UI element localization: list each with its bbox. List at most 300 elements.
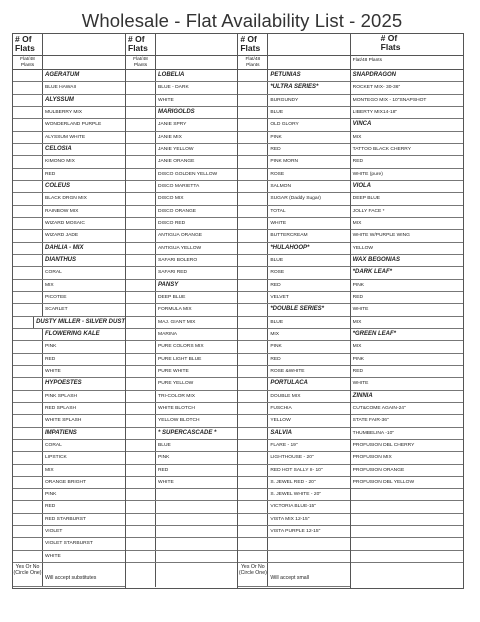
table-row bbox=[238, 403, 349, 415]
table-row bbox=[126, 267, 237, 279]
footer-row bbox=[351, 563, 463, 587]
column-header bbox=[126, 34, 237, 56]
flats-quantity-cell[interactable] bbox=[13, 144, 43, 155]
product-variety: JANIE YELLOW bbox=[158, 146, 194, 152]
flats-quantity-cell[interactable] bbox=[13, 230, 43, 241]
flats-quantity-cell[interactable] bbox=[13, 169, 43, 180]
product-variety: DISCO MIX bbox=[158, 196, 184, 202]
product-variety: PINK bbox=[270, 134, 282, 140]
flats-quantity-cell[interactable] bbox=[13, 82, 43, 93]
table-row bbox=[238, 132, 349, 144]
flats-quantity-cell[interactable] bbox=[126, 465, 156, 476]
table-row bbox=[126, 169, 237, 181]
flats-quantity-cell[interactable] bbox=[126, 280, 156, 291]
flats-quantity-cell[interactable] bbox=[238, 206, 268, 217]
product-category: *ULTRA SERIES* bbox=[270, 84, 319, 91]
flats-quantity-cell[interactable] bbox=[126, 255, 156, 266]
table-row bbox=[13, 514, 125, 526]
table-row bbox=[238, 193, 349, 205]
table-row bbox=[238, 391, 349, 403]
table-row bbox=[238, 526, 349, 538]
flats-quantity-cell[interactable] bbox=[238, 230, 268, 241]
num-flats-label: # Of bbox=[240, 34, 257, 44]
table-row bbox=[126, 70, 237, 82]
product-variety: RED bbox=[45, 171, 56, 177]
product-variety: MONTEGO MIX - 10"SNAPSHOT bbox=[352, 97, 427, 103]
product-variety: PINK bbox=[352, 282, 365, 288]
product-variety: VIOLET bbox=[45, 529, 63, 535]
table-row bbox=[126, 329, 237, 341]
flats-quantity-cell[interactable] bbox=[126, 181, 156, 192]
flats-quantity-cell[interactable] bbox=[13, 538, 43, 549]
table-row bbox=[13, 218, 125, 230]
product-variety bbox=[156, 538, 237, 549]
product-variety: DISCO ORANGE bbox=[158, 208, 197, 214]
product-variety: RED bbox=[45, 356, 56, 362]
footer-note: Will accept small bbox=[270, 575, 309, 582]
flats-quantity-cell[interactable] bbox=[238, 526, 268, 537]
table-row bbox=[13, 193, 125, 205]
product-category: AGERATUM bbox=[45, 72, 80, 78]
flats-quantity-cell[interactable] bbox=[238, 218, 268, 229]
product-category: HYPOESTES bbox=[45, 380, 82, 387]
table-row bbox=[13, 181, 125, 193]
product-variety: PINK bbox=[270, 344, 282, 350]
product-variety: BLACK DRGN MIX bbox=[45, 196, 87, 202]
flats-quantity-cell[interactable] bbox=[238, 193, 268, 204]
product-variety bbox=[351, 514, 463, 525]
table-row bbox=[126, 391, 237, 403]
flats-quantity-cell[interactable] bbox=[238, 267, 268, 278]
product-category: COLEUS bbox=[45, 182, 71, 189]
num-flats-label: # Of bbox=[128, 34, 145, 44]
flats-quantity-cell[interactable] bbox=[238, 107, 268, 118]
table-row bbox=[238, 292, 349, 304]
flats-quantity-cell[interactable] bbox=[126, 218, 156, 229]
flats-quantity-cell[interactable] bbox=[238, 354, 268, 365]
product-variety: PROFUSION MIX bbox=[352, 455, 392, 461]
flats-quantity-cell[interactable] bbox=[126, 95, 156, 106]
yes-or-no-circle[interactable]: Yes Or No (Circle One) bbox=[238, 563, 268, 586]
flats-quantity-cell[interactable] bbox=[13, 403, 43, 414]
table-row bbox=[238, 354, 349, 366]
flats-quantity-cell[interactable] bbox=[238, 501, 268, 512]
flats-quantity-cell[interactable] bbox=[126, 193, 156, 204]
table-row bbox=[13, 243, 125, 255]
product-category: * SUPERCASCADE * bbox=[158, 429, 217, 436]
flats-quantity-cell[interactable] bbox=[13, 415, 43, 426]
flats-quantity-cell[interactable] bbox=[13, 378, 43, 389]
product-variety: DISCO RED bbox=[158, 220, 186, 226]
flats-quantity-cell[interactable] bbox=[13, 95, 43, 106]
footer-row bbox=[238, 563, 349, 587]
flats-quantity-cell[interactable] bbox=[13, 243, 43, 254]
product-variety bbox=[156, 514, 237, 525]
flats-quantity-cell[interactable] bbox=[238, 440, 268, 451]
product-variety bbox=[268, 538, 349, 549]
flats-quantity-cell[interactable] bbox=[238, 465, 268, 476]
table-row bbox=[13, 526, 125, 538]
flats-quantity-cell[interactable] bbox=[126, 415, 156, 426]
product-category: IMPATIENS bbox=[45, 429, 77, 436]
table-row bbox=[13, 255, 125, 267]
flats-quantity-cell[interactable] bbox=[126, 514, 156, 525]
flats-quantity-cell[interactable] bbox=[238, 280, 268, 291]
flats-quantity-cell[interactable] bbox=[13, 366, 43, 377]
table-row bbox=[238, 95, 349, 107]
product-variety: BLUE HAWAII bbox=[45, 85, 77, 91]
flats-quantity-cell[interactable] bbox=[13, 354, 43, 365]
flats-quantity-cell[interactable] bbox=[126, 341, 156, 352]
flats-quantity-cell[interactable] bbox=[126, 230, 156, 241]
flats-quantity-cell[interactable] bbox=[13, 428, 43, 439]
table-row bbox=[126, 156, 237, 168]
product-variety: DISCO GOLDEN YELLOW bbox=[158, 171, 218, 177]
product-variety: BLUE bbox=[270, 109, 284, 115]
table-row bbox=[126, 440, 237, 452]
product-variety: BLUE - DARK bbox=[158, 85, 189, 91]
flats-quantity-cell[interactable] bbox=[126, 304, 156, 315]
table-row bbox=[351, 304, 463, 316]
flats-quantity-cell[interactable] bbox=[13, 501, 43, 512]
table-row bbox=[238, 551, 349, 563]
flats-quantity-cell[interactable] bbox=[126, 551, 156, 562]
table-row bbox=[13, 267, 125, 279]
table-row bbox=[13, 428, 125, 440]
product-variety bbox=[156, 551, 237, 562]
flats-quantity-cell[interactable] bbox=[13, 477, 43, 488]
product-variety: YELLOW bbox=[352, 245, 374, 251]
flats-quantity-cell[interactable] bbox=[238, 403, 268, 414]
table-row bbox=[126, 144, 237, 156]
table-row bbox=[13, 156, 125, 168]
product-category: VIOLA bbox=[352, 182, 371, 189]
flats-quantity-cell[interactable] bbox=[13, 156, 43, 167]
table-row bbox=[238, 144, 349, 156]
flats-quantity-cell[interactable] bbox=[238, 551, 268, 562]
flats-quantity-cell[interactable] bbox=[238, 119, 268, 130]
table-row bbox=[351, 280, 463, 292]
table-row bbox=[126, 280, 237, 292]
product-variety bbox=[351, 551, 463, 562]
flats-quantity-cell[interactable] bbox=[13, 255, 43, 266]
product-variety: MULBERRY MIX bbox=[45, 109, 83, 115]
footer-note: Will accept substitutes bbox=[45, 575, 97, 582]
flats-quantity-cell[interactable] bbox=[126, 206, 156, 217]
product-subheader bbox=[268, 56, 349, 69]
table-row bbox=[351, 551, 463, 563]
flats-quantity-cell[interactable] bbox=[126, 391, 156, 402]
product-variety: FORMULA MIX bbox=[158, 307, 192, 313]
product-variety: RED bbox=[352, 159, 363, 165]
table-row bbox=[13, 317, 125, 329]
table-row bbox=[351, 329, 463, 341]
product-variety: PINK MORN bbox=[270, 159, 299, 165]
flats-quantity-cell[interactable] bbox=[126, 440, 156, 451]
table-row bbox=[238, 317, 349, 329]
flats-quantity-cell[interactable] bbox=[126, 354, 156, 365]
product-variety: WHITE (pure) bbox=[352, 171, 383, 177]
table-row bbox=[13, 551, 125, 563]
product-variety: PINK bbox=[45, 492, 57, 498]
flats-quantity-cell[interactable] bbox=[13, 551, 43, 562]
table-row bbox=[126, 82, 237, 94]
flats-quantity-cell[interactable] bbox=[13, 181, 43, 192]
table-row bbox=[126, 366, 237, 378]
table-row bbox=[351, 230, 463, 242]
product-variety: FUSCHIA bbox=[270, 405, 292, 411]
flats-quantity-cell[interactable] bbox=[238, 538, 268, 549]
table-row bbox=[13, 440, 125, 452]
flats-quantity-cell[interactable] bbox=[238, 144, 268, 155]
flats-quantity-cell[interactable] bbox=[238, 317, 268, 328]
table-row bbox=[126, 292, 237, 304]
table-row bbox=[13, 82, 125, 94]
flats-quantity-cell[interactable] bbox=[126, 452, 156, 463]
table-row bbox=[126, 415, 237, 427]
table-row bbox=[126, 95, 237, 107]
table-row bbox=[351, 107, 463, 119]
flats-quantity-cell[interactable] bbox=[126, 329, 156, 340]
product-variety: LIBERTY MIX14-18" bbox=[352, 109, 398, 115]
product-variety: PINK SPLASH bbox=[45, 393, 78, 399]
flat48-label: Flat/48 Plants bbox=[238, 56, 268, 69]
product-variety: DEEP BLUE bbox=[158, 294, 186, 300]
table-row bbox=[238, 538, 349, 550]
product-variety: DOUBLE MIX bbox=[270, 393, 301, 399]
product-category: *DOUBLE SERIES* bbox=[270, 306, 325, 313]
flats-quantity-cell[interactable] bbox=[126, 501, 156, 512]
flats-quantity-cell[interactable] bbox=[126, 82, 156, 93]
product-variety: VISTA PURPLE 12-15" bbox=[270, 529, 321, 535]
table-row bbox=[126, 218, 237, 230]
flats-quantity-cell[interactable] bbox=[238, 329, 268, 340]
flats-quantity-cell[interactable] bbox=[13, 193, 43, 204]
product-variety: RAINBOW MIX bbox=[45, 208, 79, 214]
flats-quantity-cell[interactable] bbox=[238, 415, 268, 426]
product-category: ALYSSUM bbox=[45, 96, 74, 103]
column-header bbox=[13, 34, 125, 56]
table-row bbox=[126, 119, 237, 131]
product-category: SNAPDRAGON bbox=[352, 72, 396, 78]
table-row bbox=[351, 82, 463, 94]
product-variety: MIX bbox=[352, 344, 362, 350]
product-variety bbox=[351, 526, 463, 537]
flats-quantity-cell[interactable] bbox=[238, 341, 268, 352]
flats-quantity-cell[interactable] bbox=[126, 317, 156, 328]
table-row bbox=[13, 292, 125, 304]
table-row bbox=[238, 119, 349, 131]
table-row bbox=[126, 551, 237, 563]
flats-quantity-cell[interactable] bbox=[238, 489, 268, 500]
flats-quantity-cell[interactable] bbox=[238, 255, 268, 266]
flats-quantity-cell[interactable] bbox=[13, 465, 43, 476]
product-category: WAX BEGONIAS bbox=[352, 256, 400, 263]
product-variety: TATTOO BLACK CHERRY bbox=[352, 146, 411, 152]
table-row bbox=[238, 181, 349, 193]
flats-quantity-cell[interactable] bbox=[13, 70, 43, 81]
flats-quantity-cell[interactable] bbox=[126, 243, 156, 254]
flats-quantity-cell[interactable] bbox=[13, 119, 43, 130]
product-variety: STATE FAIR-36" bbox=[352, 418, 389, 424]
flats-quantity-cell[interactable] bbox=[238, 304, 268, 315]
product-variety: RED SPLASH bbox=[45, 405, 76, 411]
table-row bbox=[13, 501, 125, 513]
flats-quantity-cell[interactable] bbox=[13, 440, 43, 451]
product-variety: PICOTEE bbox=[45, 294, 67, 300]
flats-quantity-cell[interactable] bbox=[238, 95, 268, 106]
num-flats-label: # Of bbox=[15, 34, 32, 44]
flats-quantity-cell[interactable] bbox=[238, 452, 268, 463]
flats-quantity-cell[interactable] bbox=[13, 341, 43, 352]
table-row bbox=[238, 230, 349, 242]
flats-quantity-cell[interactable] bbox=[13, 489, 43, 500]
flats-quantity-cell[interactable] bbox=[126, 144, 156, 155]
table-row bbox=[238, 501, 349, 513]
flats-quantity-cell[interactable] bbox=[126, 292, 156, 303]
table-row bbox=[351, 317, 463, 329]
flats-quantity-cell[interactable] bbox=[13, 391, 43, 402]
table-row bbox=[126, 354, 237, 366]
flats-quantity-cell[interactable] bbox=[238, 378, 268, 389]
rows bbox=[13, 70, 125, 588]
table-row bbox=[126, 107, 237, 119]
yes-or-no-circle[interactable]: Yes Or No (Circle One) bbox=[13, 563, 43, 586]
product-variety: DISCO MARIETTA bbox=[158, 183, 200, 189]
flats-quantity-cell[interactable] bbox=[126, 403, 156, 414]
flats-label: Flats bbox=[128, 43, 148, 53]
flats-quantity-cell[interactable] bbox=[238, 428, 268, 439]
table-row bbox=[351, 156, 463, 168]
flats-quantity-cell[interactable] bbox=[13, 514, 43, 525]
flats-quantity-cell[interactable] bbox=[126, 538, 156, 549]
flats-quantity-cell[interactable] bbox=[126, 489, 156, 500]
flats-quantity-cell[interactable] bbox=[238, 70, 268, 81]
flats-quantity-cell[interactable] bbox=[126, 428, 156, 439]
table-row bbox=[238, 329, 349, 341]
flats-quantity-cell[interactable] bbox=[13, 292, 43, 303]
flats-quantity-cell[interactable] bbox=[238, 366, 268, 377]
table-row bbox=[13, 107, 125, 119]
product-variety: RED HOT SALLY II- 10" bbox=[270, 467, 323, 473]
table-row bbox=[238, 415, 349, 427]
product-variety bbox=[268, 551, 349, 562]
flats-quantity-cell[interactable] bbox=[13, 526, 43, 537]
flats-quantity-cell[interactable] bbox=[238, 181, 268, 192]
flats-quantity-cell[interactable] bbox=[13, 218, 43, 229]
product-variety bbox=[351, 538, 463, 549]
product-variety: MIX bbox=[352, 319, 362, 325]
table-row bbox=[351, 440, 463, 452]
table-row bbox=[126, 514, 237, 526]
flats-quantity-cell[interactable] bbox=[238, 82, 268, 93]
flats-quantity-cell[interactable] bbox=[13, 107, 43, 118]
flats-quantity-cell[interactable] bbox=[13, 304, 43, 315]
flats-quantity-cell[interactable] bbox=[238, 292, 268, 303]
flats-quantity-cell[interactable] bbox=[126, 366, 156, 377]
num-flats-label: # Of bbox=[380, 33, 398, 43]
product-variety: WHITE SPLASH bbox=[45, 418, 82, 424]
flats-quantity-cell[interactable] bbox=[238, 132, 268, 143]
flats-quantity-cell[interactable] bbox=[126, 526, 156, 537]
product-category: SALVIA bbox=[270, 429, 292, 436]
product-variety bbox=[156, 526, 237, 537]
product-category: DIANTHUS bbox=[45, 256, 76, 263]
table-row bbox=[13, 132, 125, 144]
flats-quantity-cell[interactable] bbox=[126, 378, 156, 389]
flats-quantity-cell[interactable] bbox=[126, 267, 156, 278]
table-row bbox=[238, 267, 349, 279]
flats-quantity-cell[interactable] bbox=[126, 477, 156, 488]
flats-quantity-cell[interactable] bbox=[126, 169, 156, 180]
flats-quantity-cell[interactable] bbox=[238, 169, 268, 180]
flats-quantity-cell[interactable] bbox=[13, 132, 43, 143]
product-variety: LIGHTHOUSE - 20" bbox=[270, 455, 314, 461]
flats-quantity-cell[interactable] bbox=[238, 243, 268, 254]
product-variety: OLD GLORY bbox=[270, 122, 299, 128]
product-variety: TOTAL bbox=[270, 208, 286, 214]
table-row bbox=[238, 378, 349, 390]
flats-quantity-cell[interactable] bbox=[238, 514, 268, 525]
table-row bbox=[126, 193, 237, 205]
product-category: MARIGOLDS bbox=[158, 108, 195, 115]
flats-quantity-cell[interactable] bbox=[13, 329, 43, 340]
flats-quantity-cell[interactable] bbox=[238, 477, 268, 488]
column-4 bbox=[351, 34, 463, 588]
table-row bbox=[351, 428, 463, 440]
product-variety: WONDERLAND PURPLE bbox=[45, 122, 102, 128]
flats-quantity-cell[interactable] bbox=[13, 317, 34, 328]
product-variety: WHITE bbox=[158, 479, 174, 485]
product-variety: MIX bbox=[352, 134, 362, 140]
product-variety: ROCKET MIX- 30-36" bbox=[352, 85, 401, 91]
table-row bbox=[238, 428, 349, 440]
flats-quantity-cell[interactable] bbox=[13, 280, 43, 291]
product-variety: WHITE bbox=[45, 368, 61, 374]
flats-quantity-cell[interactable] bbox=[126, 119, 156, 130]
flats-quantity-cell[interactable] bbox=[126, 70, 156, 81]
product-variety: RED bbox=[352, 294, 363, 300]
flats-quantity-cell[interactable] bbox=[13, 452, 43, 463]
flats-quantity-cell[interactable] bbox=[126, 132, 156, 143]
table-row bbox=[126, 452, 237, 464]
table-row bbox=[351, 341, 463, 353]
flats-quantity-cell[interactable] bbox=[238, 156, 268, 167]
column-subheader bbox=[126, 56, 237, 70]
table-row bbox=[13, 354, 125, 366]
flats-quantity-cell[interactable] bbox=[238, 391, 268, 402]
column-header bbox=[351, 34, 463, 56]
table-row bbox=[238, 206, 349, 218]
flats-quantity-cell[interactable] bbox=[126, 107, 156, 118]
table-row bbox=[126, 465, 237, 477]
table-row bbox=[351, 144, 463, 156]
table-row bbox=[126, 538, 237, 550]
column-2 bbox=[126, 34, 238, 588]
table-row bbox=[351, 218, 463, 230]
table-row bbox=[351, 514, 463, 526]
product-variety: PROFUSION DBL YELLOW bbox=[352, 479, 415, 485]
flats-quantity-cell[interactable] bbox=[126, 156, 156, 167]
table-row bbox=[238, 341, 349, 353]
flat48-label: Flat/48 Plants bbox=[126, 56, 156, 69]
table-row bbox=[351, 132, 463, 144]
product-variety: WHITE W/PURPLE WING bbox=[352, 233, 410, 239]
flats-quantity-cell[interactable] bbox=[13, 206, 43, 217]
product-variety: SAFARI BOLERO bbox=[158, 257, 198, 263]
flats-quantity-cell[interactable] bbox=[13, 267, 43, 278]
product-category: *GREEN LEAF* bbox=[352, 330, 396, 337]
